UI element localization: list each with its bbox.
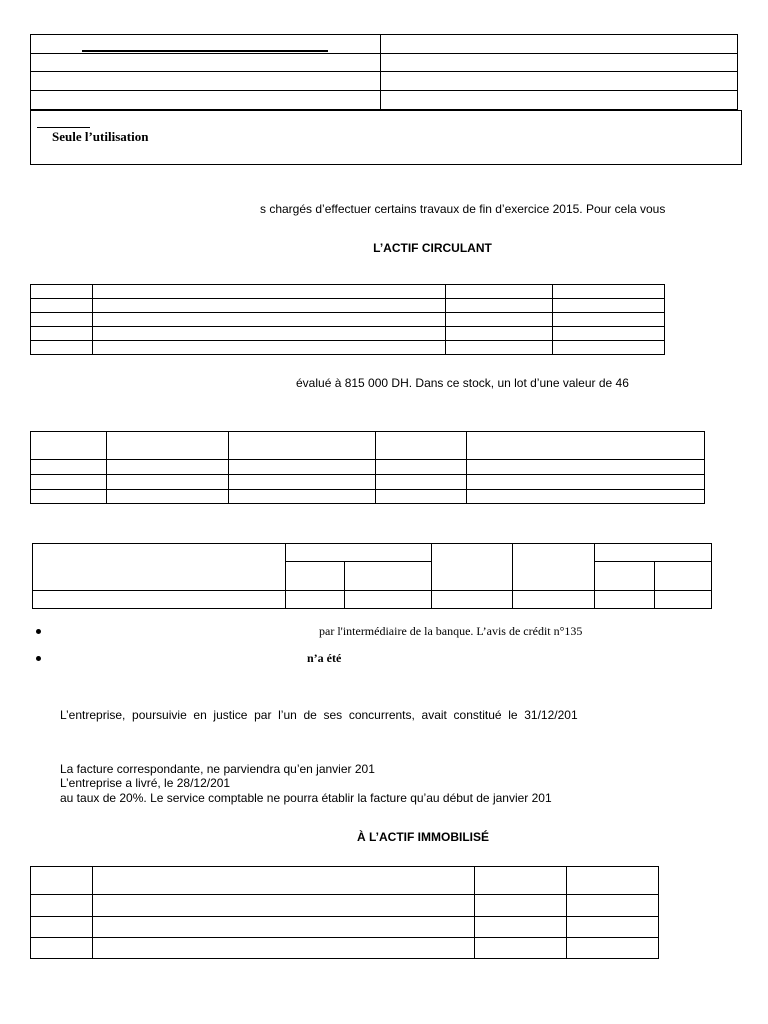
heading-actif-circulant: L’ACTIF CIRCULANT [373, 241, 492, 255]
heading-actif-immobilise: À L’ACTIF IMMOBILISÉ [357, 830, 489, 844]
litigation-text: L’entreprise, poursuivie en justice par l’un de ses concurrents, avait constitué le 31/12/201 [60, 708, 578, 722]
invoice-line-2: L’entreprise a livré, le 28/12/201 [60, 776, 231, 790]
invoice-line-1: La facture correspondante, ne parviendra qu’en janvier 201 [60, 762, 375, 776]
note-label: Seule l’utilisation [52, 129, 149, 144]
bullet-marker [36, 656, 41, 661]
note-rule [37, 127, 90, 128]
invoice-line-3: au taux de 20%. Le service comptable ne pourra établir la facture qu’au début de janvier 201 [60, 791, 552, 805]
stock-text: évalué à 815 000 DH. Dans ce stock, un lot d’une valeur de 46 [296, 376, 629, 390]
intro-text: s chargés d’effectuer certains travaux de fin d’exercice 2015. Pour cela vous [260, 202, 666, 216]
bullet-marker [36, 629, 41, 634]
bullet-text: par l'intermédiaire de la banque. L’avis de crédit n°135 [319, 624, 583, 638]
header-underline [82, 50, 328, 52]
bullet-text: n’a été [307, 651, 342, 665]
